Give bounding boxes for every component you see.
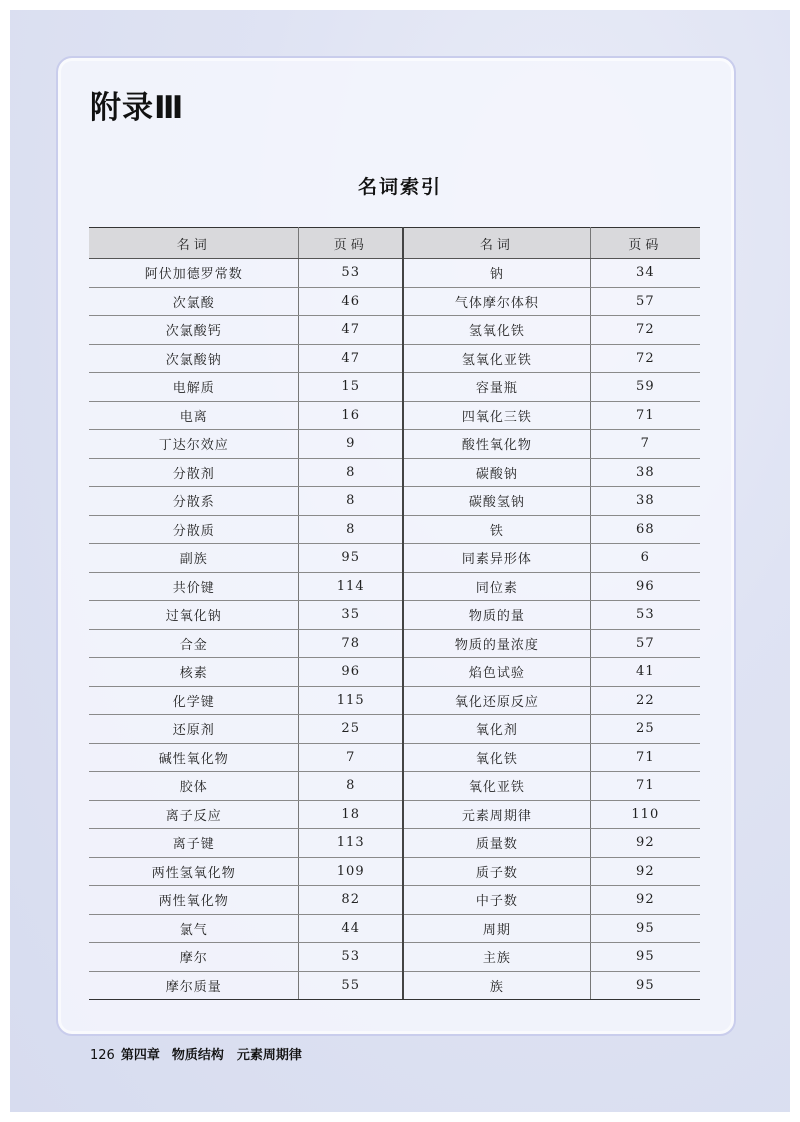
term-name: 氧化还原反应 bbox=[404, 686, 590, 715]
term-name: 酸性氧化物 bbox=[404, 430, 590, 459]
term-page: 34 bbox=[590, 259, 700, 288]
term-name: 氢氧化亚铁 bbox=[404, 344, 590, 373]
term-name: 焰色试验 bbox=[404, 658, 590, 687]
term-name: 阿伏加德罗常数 bbox=[89, 259, 299, 288]
table-row bbox=[404, 715, 700, 744]
term-name: 质量数 bbox=[404, 829, 590, 858]
index-table-right-body bbox=[404, 259, 700, 1000]
table-row bbox=[404, 886, 700, 915]
term-name: 电解质 bbox=[89, 373, 299, 402]
term-page: 110 bbox=[590, 800, 700, 829]
term-name: 氢氧化铁 bbox=[404, 316, 590, 345]
term-page: 82 bbox=[299, 886, 402, 915]
table-row bbox=[89, 829, 402, 858]
table-row bbox=[89, 914, 402, 943]
term-page: 53 bbox=[299, 943, 402, 972]
term-page: 47 bbox=[299, 316, 402, 345]
term-page: 41 bbox=[590, 658, 700, 687]
term-name: 主族 bbox=[404, 943, 590, 972]
table-row bbox=[404, 401, 700, 430]
term-name: 分散质 bbox=[89, 515, 299, 544]
table-row bbox=[89, 658, 402, 687]
term-page: 7 bbox=[590, 430, 700, 459]
table-row bbox=[89, 259, 402, 288]
term-page: 95 bbox=[590, 914, 700, 943]
table-row bbox=[89, 772, 402, 801]
table-row bbox=[89, 287, 402, 316]
column-header-page: 页码 bbox=[299, 228, 402, 259]
term-name: 中子数 bbox=[404, 886, 590, 915]
term-page: 6 bbox=[590, 544, 700, 573]
term-name: 碱性氧化物 bbox=[89, 743, 299, 772]
term-name: 氯气 bbox=[89, 914, 299, 943]
term-name: 氧化铁 bbox=[404, 743, 590, 772]
table-row bbox=[404, 971, 700, 999]
chapter-label: 第四章 bbox=[120, 1048, 160, 1063]
term-name: 容量瓶 bbox=[404, 373, 590, 402]
table-row bbox=[89, 686, 402, 715]
term-name: 元素周期律 bbox=[404, 800, 590, 829]
table-row bbox=[89, 458, 402, 487]
term-page: 114 bbox=[299, 572, 402, 601]
term-page: 95 bbox=[590, 943, 700, 972]
term-page: 22 bbox=[590, 686, 700, 715]
term-page: 95 bbox=[636, 977, 655, 993]
table-row bbox=[89, 800, 402, 829]
term-page: 7 bbox=[299, 743, 402, 772]
term-name: 氧化亚铁 bbox=[404, 772, 590, 801]
term-name: 铁 bbox=[404, 515, 590, 544]
table-row bbox=[404, 601, 700, 630]
term-page: 8 bbox=[299, 772, 402, 801]
term-name: 胶体 bbox=[89, 772, 299, 801]
index-table-right bbox=[404, 227, 700, 999]
table-row bbox=[89, 886, 402, 915]
term-page: 57 bbox=[590, 629, 700, 658]
term-page: 47 bbox=[299, 344, 402, 373]
term-name: 四氧化三铁 bbox=[404, 401, 590, 430]
table-row bbox=[89, 401, 402, 430]
term-page: 113 bbox=[299, 829, 402, 858]
table-row bbox=[89, 629, 402, 658]
term-name: 同位素 bbox=[404, 572, 590, 601]
column-header-name: 名词 bbox=[89, 228, 299, 259]
term-page: 92 bbox=[590, 857, 700, 886]
term-page: 71 bbox=[590, 401, 700, 430]
table-row bbox=[404, 458, 700, 487]
term-name: 碳酸氢钠 bbox=[404, 487, 590, 516]
term-name: 氧化剂 bbox=[404, 715, 590, 744]
term-page: 16 bbox=[299, 401, 402, 430]
term-name: 物质的量 bbox=[404, 601, 590, 630]
table-row bbox=[89, 943, 402, 972]
table-row bbox=[89, 430, 402, 459]
term-name: 摩尔质量 bbox=[89, 971, 299, 999]
table-row bbox=[404, 344, 700, 373]
term-name: 副族 bbox=[89, 544, 299, 573]
term-page: 59 bbox=[590, 373, 700, 402]
page-number: 126 bbox=[90, 1048, 115, 1063]
term-name: 物质的量浓度 bbox=[404, 629, 590, 658]
term-page: 35 bbox=[299, 601, 402, 630]
term-page: 8 bbox=[299, 458, 402, 487]
term-page: 72 bbox=[590, 344, 700, 373]
table-row bbox=[89, 487, 402, 516]
table-row bbox=[404, 800, 700, 829]
term-name: 次氯酸钠 bbox=[89, 344, 299, 373]
table-row bbox=[404, 829, 700, 858]
table-row bbox=[404, 572, 700, 601]
term-page: 71 bbox=[590, 743, 700, 772]
table-row bbox=[404, 658, 700, 687]
term-page: 115 bbox=[299, 686, 402, 715]
term-page: 15 bbox=[299, 373, 402, 402]
term-page: 71 bbox=[590, 772, 700, 801]
term-name: 质子数 bbox=[404, 857, 590, 886]
index-table-left-body bbox=[89, 259, 402, 1000]
table-row bbox=[89, 601, 402, 630]
index-table-left bbox=[89, 227, 402, 999]
table-row bbox=[89, 344, 402, 373]
term-name: 离子反应 bbox=[89, 800, 299, 829]
term-name: 碳酸钠 bbox=[404, 458, 590, 487]
table-row bbox=[404, 943, 700, 972]
term-page: 78 bbox=[299, 629, 402, 658]
term-name: 电离 bbox=[89, 401, 299, 430]
table-row bbox=[404, 373, 700, 402]
table-row bbox=[89, 715, 402, 744]
term-page: 68 bbox=[590, 515, 700, 544]
term-name: 共价键 bbox=[89, 572, 299, 601]
table-row bbox=[404, 857, 700, 886]
term-name: 钠 bbox=[404, 259, 590, 288]
table-row bbox=[404, 430, 700, 459]
column-header-name: 名词 bbox=[404, 228, 590, 259]
term-page: 8 bbox=[299, 487, 402, 516]
term-page: 109 bbox=[299, 857, 402, 886]
term-name: 合金 bbox=[89, 629, 299, 658]
table-row bbox=[89, 373, 402, 402]
term-name: 同素异形体 bbox=[404, 544, 590, 573]
page-footer bbox=[90, 1044, 302, 1063]
term-page: 53 bbox=[590, 601, 700, 630]
term-name: 摩尔 bbox=[89, 943, 299, 972]
index-title: 名词索引 bbox=[357, 176, 442, 198]
term-page: 25 bbox=[590, 715, 700, 744]
table-row bbox=[404, 772, 700, 801]
term-name: 还原剂 bbox=[89, 715, 299, 744]
term-name: 核素 bbox=[89, 658, 299, 687]
term-page: 92 bbox=[590, 829, 700, 858]
term-page: 55 bbox=[341, 977, 360, 993]
appendix-title: 附录Ⅲ bbox=[90, 90, 185, 126]
table-row bbox=[89, 544, 402, 573]
table-row bbox=[404, 914, 700, 943]
header-row bbox=[404, 228, 700, 259]
term-name: 次氯酸钙 bbox=[89, 316, 299, 345]
header-row bbox=[89, 228, 402, 259]
table-row bbox=[404, 515, 700, 544]
term-name: 过氧化钠 bbox=[89, 601, 299, 630]
table-row bbox=[404, 259, 700, 288]
term-page: 57 bbox=[590, 287, 700, 316]
table-row bbox=[404, 316, 700, 345]
term-name: 分散系 bbox=[89, 487, 299, 516]
table-row bbox=[89, 316, 402, 345]
table-row bbox=[404, 487, 700, 516]
table-row bbox=[404, 287, 700, 316]
term-page: 95 bbox=[299, 544, 402, 573]
term-name: 周期 bbox=[404, 914, 590, 943]
term-name: 离子键 bbox=[89, 829, 299, 858]
term-page: 8 bbox=[299, 515, 402, 544]
term-page: 25 bbox=[299, 715, 402, 744]
table-row bbox=[89, 515, 402, 544]
table-row bbox=[89, 743, 402, 772]
term-page: 53 bbox=[299, 259, 402, 288]
term-page: 38 bbox=[590, 458, 700, 487]
table-row bbox=[89, 572, 402, 601]
term-name: 两性氢氧化物 bbox=[89, 857, 299, 886]
term-name: 丁达尔效应 bbox=[89, 430, 299, 459]
term-page: 96 bbox=[590, 572, 700, 601]
term-name: 化学键 bbox=[89, 686, 299, 715]
term-name: 气体摩尔体积 bbox=[404, 287, 590, 316]
table-row bbox=[404, 743, 700, 772]
term-page: 72 bbox=[590, 316, 700, 345]
term-page: 44 bbox=[299, 914, 402, 943]
term-page: 38 bbox=[590, 487, 700, 516]
column-header-page: 页码 bbox=[590, 228, 700, 259]
term-name: 族 bbox=[404, 971, 590, 999]
term-page: 96 bbox=[299, 658, 402, 687]
term-page: 92 bbox=[590, 886, 700, 915]
term-page: 46 bbox=[299, 287, 402, 316]
table-row bbox=[404, 544, 700, 573]
table-row bbox=[404, 629, 700, 658]
table-row bbox=[89, 857, 402, 886]
term-name: 两性氧化物 bbox=[89, 886, 299, 915]
index-table bbox=[89, 227, 700, 1000]
term-name: 分散剂 bbox=[89, 458, 299, 487]
chapter-title: 物质结构 元素周期律 bbox=[171, 1048, 302, 1063]
table-row bbox=[89, 971, 402, 999]
term-page: 9 bbox=[299, 430, 402, 459]
term-name: 次氯酸 bbox=[89, 287, 299, 316]
table-row bbox=[404, 686, 700, 715]
term-page: 18 bbox=[299, 800, 402, 829]
